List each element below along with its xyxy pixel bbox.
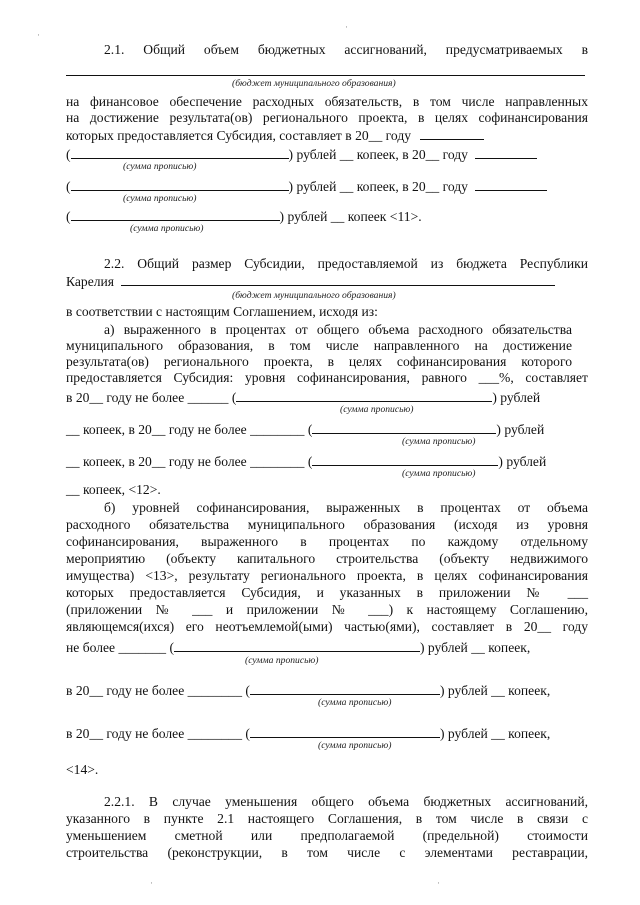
text-fragment: ) рублей __ копеек,	[420, 640, 531, 655]
budget-hint: (бюджет муниципального образования)	[232, 290, 396, 301]
scan-speck: ·	[37, 30, 40, 40]
text-fragment: ) рублей __ копеек,	[439, 726, 551, 741]
clause-2-2-b-line-5: имущества) <13>, результату регионального проекта, в целях софинансирования	[66, 568, 588, 583]
sum-hint: (сумма прописью)	[130, 223, 204, 234]
text-fragment: Карелия	[66, 274, 115, 289]
text-fragment: не более _______ (	[66, 640, 174, 655]
clause-2-2-b-line-8: являющемся(ихся) его неотъемлемой(ыми) частью(ями), составляет в 20__ году	[66, 619, 588, 634]
clause-2-1-heading: 2.1. Общий объем бюджетных ассигнований, предусматриваемых в	[104, 42, 588, 57]
text-fragment: ) рублей __ копеек, в 20__ году	[288, 147, 468, 162]
sum-hint: (сумма прописью)	[340, 404, 414, 415]
text-fragment: ) рублей __ копеек <11>.	[279, 209, 422, 224]
clause-2-2-a-line-5	[66, 388, 588, 406]
budget-hint: (бюджет муниципального образования)	[232, 78, 396, 89]
scan-speck: ·	[437, 878, 440, 888]
text-fragment: ) рублей __ копеек, в 20__ году	[288, 179, 468, 194]
clause-2-2-line-2	[66, 272, 588, 290]
open-paren: (	[66, 147, 71, 162]
clause-2-2-1-line-4: строительства (реконструкции, в том числе с элементами реставрации,	[66, 845, 588, 860]
text-fragment: ) рублей __ копеек,	[439, 683, 551, 698]
scan-speck: ·	[345, 22, 348, 32]
budget-blank-line	[66, 75, 585, 76]
clause-2-2-a-line-2: муниципального образования, в том числе направленного на достижение	[66, 338, 572, 353]
open-paren: (	[66, 209, 71, 224]
clause-2-2-b-line-6: которых предоставляется Субсидия, и указанных в приложении № ___	[66, 585, 588, 600]
text-fragment: которых предоставляется Субсидия, составляет в 20__ году	[66, 128, 412, 143]
amount-blank	[420, 126, 484, 140]
clause-2-2-1-heading: 2.2.1. В случае уменьшения общего объема бюджетных ассигнований,	[104, 794, 588, 809]
sum-in-words-blank	[71, 177, 289, 191]
clause-2-2-a-line-8: __ копеек, <12>.	[66, 482, 161, 497]
sum-in-words-blank	[312, 420, 496, 434]
text-fragment: в 20__ году не более ________ (	[66, 683, 250, 698]
sum-hint: (сумма прописью)	[318, 740, 392, 751]
text-fragment: ) рублей	[496, 422, 545, 437]
clause-2-2-b-line-1: б) уровней софинансирования, выраженных в процентах от объема	[104, 500, 588, 515]
open-paren: (	[66, 179, 71, 194]
clause-2-2-b-line-7: (приложении № ___ и приложении № ___) к настоящему Соглашению,	[66, 602, 588, 617]
clause-2-2-a-line-6	[66, 420, 588, 438]
budget-blank	[121, 272, 555, 286]
sum-hint: (сумма прописью)	[123, 161, 197, 172]
sum-in-words-blank	[312, 452, 498, 466]
clause-2-2-a-line-1: а) выраженного в процентах от общего объема расходного обязательства	[104, 322, 572, 337]
amount-blank	[475, 145, 537, 159]
sum-hint: (сумма прописью)	[402, 468, 476, 479]
clause-2-1-line-4	[66, 126, 588, 144]
clause-2-1-line-3: на достижение результата(ов) регионального проекта, в целях софинансирования	[66, 110, 588, 125]
clause-2-2-b-line-4: мероприятию (объекту капитального строительства (объекту недвижимого	[66, 551, 588, 566]
sum-in-words-blank	[71, 207, 280, 221]
clause-2-2-1-line-2: указанного в пункте 2.1 настоящего Соглашения, в том числе в связи с	[66, 811, 588, 826]
text-fragment: ) рублей	[498, 454, 547, 469]
sum-hint: (сумма прописью)	[123, 193, 197, 204]
sum-hint: (сумма прописью)	[402, 436, 476, 447]
sum-in-words-blank	[250, 724, 440, 738]
text-fragment: в 20__ году не более ________ (	[66, 726, 250, 741]
text-fragment: __ копеек, в 20__ году не более ________ (	[66, 422, 313, 437]
clause-2-2-a-line-4: предоставляется Субсидия: уровня софинансирования, равного ___%, составляет	[66, 370, 588, 385]
text-fragment: в 20__ году не более ______ (	[66, 390, 237, 405]
sum-in-words-blank	[250, 681, 440, 695]
clause-2-2-b-line-12: <14>.	[66, 762, 99, 777]
scan-speck: ·	[150, 878, 153, 888]
clause-2-2-heading: 2.2. Общий размер Субсидии, предоставляемой из бюджета Республики	[104, 256, 588, 271]
sum-in-words-blank	[71, 145, 289, 159]
amount-blank	[475, 177, 547, 191]
clause-2-1-line-2: на финансовое обеспечение расходных обязательств, в том числе направленных	[66, 94, 588, 109]
clause-2-2-line-3: в соответствии с настоящим Соглашением, исходя из:	[66, 304, 378, 319]
clause-2-2-a-line-7	[66, 452, 588, 470]
text-fragment: __ копеек, в 20__ году не более ________ (	[66, 454, 313, 469]
clause-2-2-b-line-9	[66, 638, 588, 656]
clause-2-2-a-line-3: результата(ов) регионального проекта, в целях софинансирования которого	[66, 354, 572, 369]
sum-in-words-blank	[174, 638, 420, 652]
text-fragment: ) рублей	[492, 390, 541, 405]
sum-hint: (сумма прописью)	[318, 697, 392, 708]
sum-in-words-blank	[236, 388, 492, 402]
clause-2-2-b-line-2: расходного обязательства муниципального образования (исходя из уровня	[66, 517, 588, 532]
sum-hint: (сумма прописью)	[245, 655, 319, 666]
clause-2-2-1-line-3: уменьшением сметной или предполагаемой (предельной) стоимости	[66, 828, 588, 843]
clause-2-2-b-line-3: софинансирования, выраженного в процентах по каждому отдельному	[66, 534, 588, 549]
